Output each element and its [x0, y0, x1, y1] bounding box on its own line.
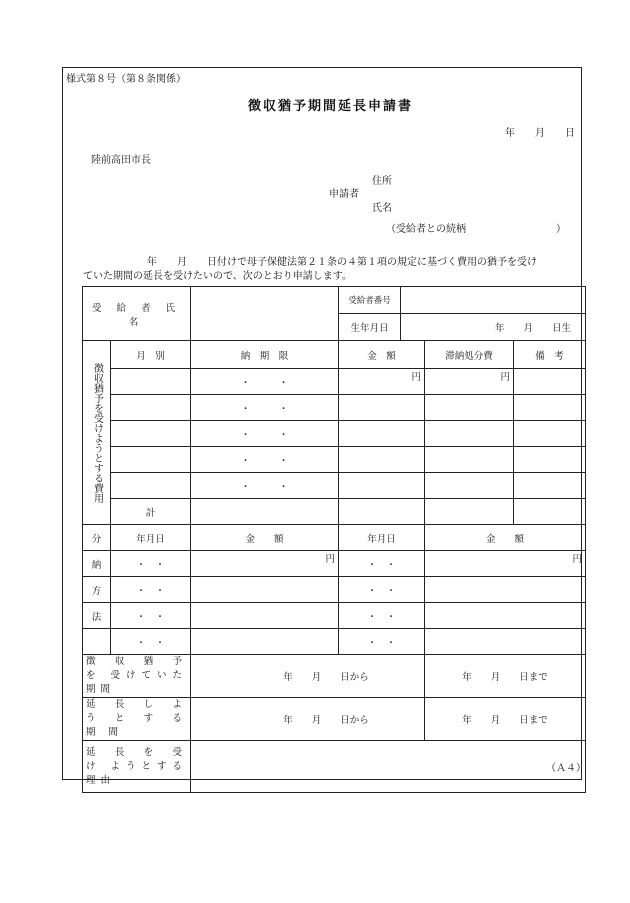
fee-month-cell[interactable] — [111, 369, 191, 395]
col-remarks: 備 考 — [514, 341, 586, 369]
installment-amount-cell[interactable] — [425, 603, 586, 629]
fee-late-cell[interactable] — [425, 473, 514, 499]
col-amount-1: 金 額 — [191, 525, 339, 551]
fee-amount-cell[interactable]: 円 — [339, 369, 425, 395]
installment-date-cell[interactable]: ・ ・ — [339, 551, 425, 577]
application-table — [82, 286, 586, 793]
reason-field[interactable] — [191, 741, 586, 793]
col-amount: 金 額 — [339, 341, 425, 369]
fee-due-cell[interactable]: ・ ・ — [191, 447, 339, 473]
fee-month-cell[interactable] — [111, 395, 191, 421]
period-new-to[interactable]: 年 月 日まで — [425, 698, 586, 741]
recipient-no-field[interactable] — [401, 287, 586, 314]
installment-amount-cell[interactable] — [425, 577, 586, 603]
fee-late-cell[interactable] — [425, 421, 514, 447]
installment-date-cell[interactable]: ・ ・ — [339, 629, 425, 655]
total-due-cell[interactable] — [191, 499, 339, 525]
recipient-no-label: 受給者番号 — [339, 287, 401, 314]
installment-amount-cell[interactable]: 円 — [191, 551, 339, 577]
installment-char-1: 分 — [83, 525, 111, 551]
fee-late-cell[interactable] — [425, 447, 514, 473]
birthdate-label: 生年月日 — [339, 314, 401, 341]
fee-late-cell[interactable]: 円 — [425, 369, 514, 395]
period-new-label: 延 長 し よ う と す る 期 間 — [83, 698, 191, 741]
installment-amount-cell[interactable] — [425, 629, 586, 655]
fee-month-cell[interactable] — [111, 421, 191, 447]
form-number: 様式第８号（第８条関係） — [66, 74, 186, 85]
installment-date-cell[interactable]: ・ ・ — [111, 577, 191, 603]
fee-amount-cell[interactable] — [339, 395, 425, 421]
total-label: 計 — [111, 499, 191, 525]
installment-char-2: 納 — [83, 551, 111, 577]
total-amount-cell[interactable] — [339, 499, 425, 525]
relation-label: （受給者との続柄 ） — [386, 224, 566, 235]
installment-date-cell[interactable]: ・ ・ — [111, 629, 191, 655]
paper-size-note: （Ａ４） — [546, 763, 586, 774]
body-text-line1: 年 月 日付けで母子保健法第２１条の４第１項の規定に基づく費用の猶予を受け — [147, 257, 537, 268]
fee-section-label: 徴収猶予を受けようとする費用 — [83, 341, 111, 525]
fee-due-cell[interactable]: ・ ・ — [191, 473, 339, 499]
installment-spacer — [83, 629, 111, 655]
fee-due-cell[interactable]: ・ ・ — [191, 369, 339, 395]
col-due-date: 納 期 限 — [191, 341, 339, 369]
address-label: 住所 — [372, 176, 392, 187]
date-field: 年 月 日 — [505, 128, 575, 139]
fee-late-cell[interactable] — [425, 395, 514, 421]
col-month: 月 別 — [111, 341, 191, 369]
col-ymd-1: 年月日 — [111, 525, 191, 551]
installment-date-cell[interactable]: ・ ・ — [339, 603, 425, 629]
reason-label: 延 長 を 受 け ようとする理由 — [83, 741, 191, 793]
installment-amount-cell[interactable]: 円 — [425, 551, 586, 577]
total-remarks-cell[interactable] — [514, 499, 586, 525]
installment-date-cell[interactable]: ・ ・ — [111, 603, 191, 629]
installment-amount-cell[interactable] — [191, 603, 339, 629]
fee-month-cell[interactable] — [111, 473, 191, 499]
page-title: 徴収猶予期間延長申請書 — [248, 99, 414, 114]
recipient-name-label: 受 給 者 氏 名 — [83, 287, 191, 341]
period-prev-to[interactable]: 年 月 日まで — [425, 655, 586, 698]
applicant-label: 申請者 — [329, 189, 359, 200]
body-text-line2: ていた期間の延長を受けたいので、次のとおり申請します。 — [83, 271, 352, 282]
installment-char-3: 方 — [83, 577, 111, 603]
fee-amount-cell[interactable] — [339, 473, 425, 499]
birthdate-field[interactable]: 年 月 日生 — [401, 314, 586, 341]
fee-remarks-cell[interactable] — [514, 473, 586, 499]
period-prev-from[interactable]: 年 月 日から — [191, 655, 425, 698]
fee-remarks-cell[interactable] — [514, 395, 586, 421]
col-ymd-2: 年月日 — [339, 525, 425, 551]
installment-amount-cell[interactable] — [191, 629, 339, 655]
col-late-fee: 滞納処分費 — [425, 341, 514, 369]
fee-due-cell[interactable]: ・ ・ — [191, 421, 339, 447]
installment-char-4: 法 — [83, 603, 111, 629]
fee-amount-cell[interactable] — [339, 421, 425, 447]
period-prev-label: 徴 収 猶 予 を 受けていた期間 — [83, 655, 191, 698]
installment-date-cell[interactable]: ・ ・ — [339, 577, 425, 603]
fee-due-cell[interactable]: ・ ・ — [191, 395, 339, 421]
installment-date-cell[interactable]: ・ ・ — [111, 551, 191, 577]
col-amount-2: 金 額 — [425, 525, 586, 551]
addressee: 陸前高田市長 — [91, 155, 151, 166]
total-late-cell[interactable] — [425, 499, 514, 525]
fee-remarks-cell[interactable] — [514, 421, 586, 447]
name-label: 氏名 — [372, 203, 392, 214]
period-new-from[interactable]: 年 月 日から — [191, 698, 425, 741]
fee-amount-cell[interactable] — [339, 447, 425, 473]
fee-remarks-cell[interactable] — [514, 447, 586, 473]
fee-remarks-cell[interactable] — [514, 369, 586, 395]
installment-amount-cell[interactable] — [191, 577, 339, 603]
recipient-name-field[interactable] — [191, 287, 339, 341]
fee-month-cell[interactable] — [111, 447, 191, 473]
